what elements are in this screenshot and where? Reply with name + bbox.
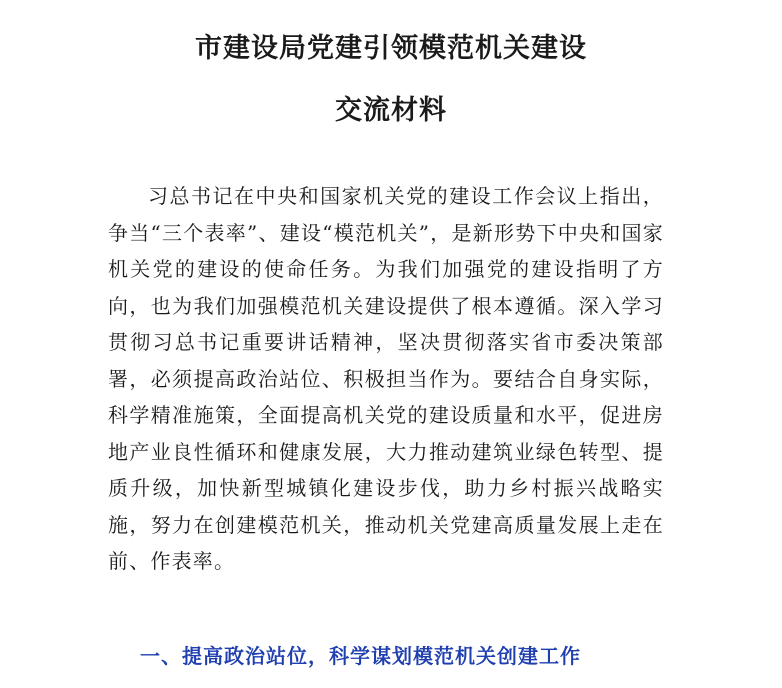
section-heading: 一、提高政治站位，科学谋划模范机关创建工作 — [140, 644, 581, 668]
document-title-line-2: 交流材料 — [335, 95, 447, 126]
body-paragraph: 习总书记在中央和国家机关党的建设工作会议上指出，争当“三个表率”、建设“模范机关”，是新形势下中央和国家机关党的建设的使命任务。为我们加强党的建设指明了方向，也为我们加强模范机关建设提供了根本遵循。深入学习贯彻习总书记重要讲话精神，坚决贯彻落实省市委决策部署，必须提高政治站位、积极担当作为。要结合自身实际，科学精准施策，全面提高机关党的建设质量和水平，促进房地产业良性循环和健康发展，大力推动建筑业绿色转型、提质升级，加快新型城镇化建设步伐，助力乡村振兴战略实施，努力在创建模范机关，推动机关党建高质量发展上走在前、作表率。 — [108, 184, 664, 573]
document-title-line-1: 市建设局党建引领模范机关建设 — [195, 33, 587, 64]
